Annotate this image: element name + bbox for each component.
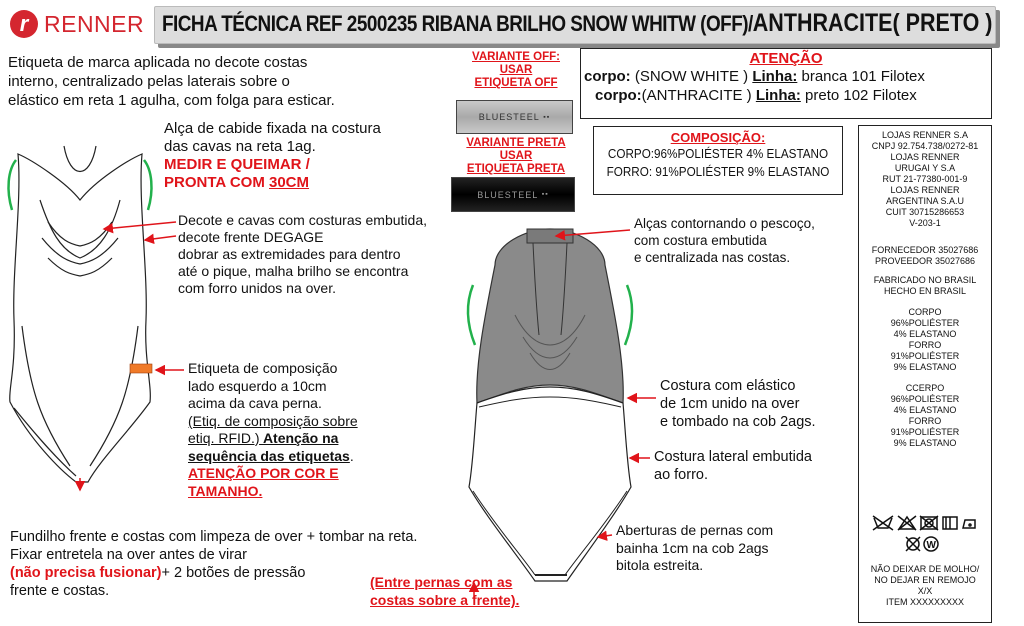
note-line: elástico em reta 1 agulha, com folga para esticar.: [8, 92, 335, 109]
care-line: LOJAS RENNER: [890, 185, 960, 195]
note-line-underline: (Etiq. de composição sobre: [188, 412, 358, 429]
note-line-red: ETIQUETA OFF: [474, 77, 558, 89]
care-line: LOJAS RENNER: [890, 152, 960, 162]
care-line: URUGAI Y S.A: [894, 163, 956, 173]
composition-title: COMPOSIÇÃO:: [670, 130, 766, 145]
care-line: 96%POLIÉSTER: [890, 318, 960, 328]
note-line-red: USAR: [499, 64, 533, 76]
note-line: Fixar entretela na over antes de virar: [10, 547, 247, 563]
care-line: HECHO EN BRASIL: [883, 286, 967, 296]
note-bold: Atenção na: [259, 430, 339, 446]
care-line: NÃO DEIXAR DE MOLHO/: [870, 564, 980, 574]
care-line: FABRICADO NO BRASIL: [873, 275, 977, 285]
note-line: Aberturas de pernas com: [616, 522, 774, 538]
attention-label: corpo:: [595, 87, 642, 104]
note-line: Fundilho frente e costas com limpeza de over + tombar na reta.: [10, 529, 418, 545]
label-text: BLUESTEEL: [478, 112, 540, 122]
note-rest: + 2 botões de pressão: [161, 565, 306, 581]
note-line-red: USAR: [499, 150, 533, 162]
care-line: FORRO: [908, 416, 942, 426]
note-line: de 1cm unido na over: [660, 396, 800, 412]
note-line: acima da cava perna.: [188, 395, 322, 411]
note-line-red: TAMANHO.: [188, 482, 263, 499]
attention-text: (SNOW WHITE ): [630, 68, 753, 85]
attention-text: branca 101 Filotex: [797, 68, 925, 85]
attention-text: (ANTHRACITE ): [641, 87, 756, 104]
note-line: Decote e cavas com costuras embutida,: [178, 212, 428, 228]
renner-logo-icon: r: [10, 10, 38, 38]
care-line: CUIT 30715286653: [885, 207, 965, 217]
note-line: com costura embutida: [634, 233, 767, 248]
care-line: PROVEEDOR 35027686: [874, 256, 976, 266]
note-line-red: VARIANTE PRETA: [466, 137, 566, 149]
care-line: NO DEJAR EN REMOJO: [874, 575, 976, 585]
care-line: ITEM XXXXXXXXX: [885, 597, 965, 607]
note-bold: sequência das etiquetas: [188, 447, 350, 464]
care-line: FORNECEDOR 35027686: [871, 245, 979, 255]
care-line: X/X: [917, 586, 933, 596]
note-line-red: ATENÇÃO POR COR E: [188, 465, 339, 481]
label-text: BLUESTEEL: [477, 189, 539, 200]
note-underline: etiq. RFID.): [188, 430, 260, 446]
note-line: lado esquerdo a 10cm: [188, 377, 327, 394]
note-line: e centralizada nas costas.: [634, 250, 791, 265]
care-line: 4% ELASTANO: [893, 405, 957, 415]
note-line: e tombado na cob 2ags.: [660, 414, 816, 430]
note-line: dobrar as extremidades para dentro: [178, 246, 401, 262]
care-line: RUT 21-77380-001-9: [882, 174, 968, 184]
note-line: decote frente DEGAGE: [178, 229, 324, 245]
note-line: Alça de cabide fixada na costura: [164, 120, 381, 137]
svg-text:W: W: [926, 540, 936, 551]
note-line: das cavas na reta 1ag.: [164, 138, 316, 155]
off-brand-label-image: BLUESTEEL ▪▪: [456, 100, 573, 134]
arrow-leg-openings: [598, 535, 612, 537]
note-line: até o pique, malha brilho se encontra: [178, 263, 409, 279]
attention-label: Linha:: [755, 87, 801, 104]
note-line: bainha 1cm na cob 2ags: [616, 539, 769, 556]
note-line-red: VARIANTE OFF:: [472, 51, 560, 63]
care-line: CCERPO: [905, 383, 945, 393]
attention-title: ATENÇÃO: [749, 50, 823, 67]
care-line: LOJAS RENNER S.A: [881, 130, 969, 140]
note-line: Costura com elástico: [660, 378, 796, 394]
care-line: 91%POLIÉSTER: [890, 427, 960, 437]
care-line: 9% ELASTANO: [893, 438, 957, 448]
care-line: 91%POLIÉSTER: [890, 351, 960, 361]
care-line: V-203-1: [909, 218, 941, 228]
note-line: Alças contornando o pescoço,: [634, 216, 815, 231]
note-line: ao forro.: [654, 467, 708, 483]
note-line-red: costas sobre a frente).: [370, 592, 520, 608]
title-prefix: FICHA TÉCNICA REF 2500235 RIBANA BRILHO SNOW WHITW (OFF)/: [162, 11, 753, 36]
note-line-red: ETIQUETA PRETA: [466, 163, 566, 175]
renner-logo-text: RENNER: [44, 11, 145, 37]
care-line: CORPO: [908, 307, 942, 317]
note-line-red: MEDIR E QUEIMAR /: [164, 156, 310, 173]
black-brand-label-image: BLUESTEEL ▪▪: [451, 177, 575, 212]
title-suffix: ANTHRACITE( PRETO ): [752, 9, 993, 37]
composition-line: FORRO: 91%POLIÉSTER 9% ELASTANO: [606, 164, 830, 179]
note-line: Etiqueta de composição: [188, 360, 338, 376]
composition-line: CORPO:96%POLIÉSTER 4% ELASTANO: [607, 146, 829, 161]
note-line: Costura lateral embutida: [654, 449, 812, 465]
attention-label: Linha:: [752, 68, 798, 85]
note-line-red: (Entre pernas com as: [370, 574, 513, 590]
note-dot: .: [349, 447, 354, 464]
note-red: (não precisa fusionar): [10, 565, 162, 581]
arrow-straps: [556, 230, 630, 236]
care-line: 4% ELASTANO: [893, 329, 957, 339]
note-line: bitola estreita.: [616, 557, 704, 573]
care-line: FORRO: [908, 340, 942, 350]
care-line: 96%POLIÉSTER: [890, 394, 960, 404]
attention-label: corpo:: [584, 68, 631, 85]
arrow-armhole: [145, 236, 176, 240]
care-line: 9% ELASTANO: [893, 362, 957, 372]
care-line: CNPJ 92.754.738/0272-81: [871, 141, 979, 151]
note-line: interno, centralizado pelas laterais sobre o: [8, 73, 290, 90]
note-line: com forro unidos na over.: [178, 280, 336, 296]
attention-text: preto 102 Filotex: [800, 87, 917, 104]
note-line: frente e costas.: [10, 583, 110, 599]
note-line-red: PRONTA COM: [164, 174, 269, 191]
hanger-length-value: 30CM: [269, 174, 310, 191]
care-line: ARGENTINA S.A.U: [885, 196, 965, 206]
arrow-neckline: [104, 222, 176, 229]
note-line: Etiqueta de marca aplicada no decote costas: [8, 54, 308, 71]
